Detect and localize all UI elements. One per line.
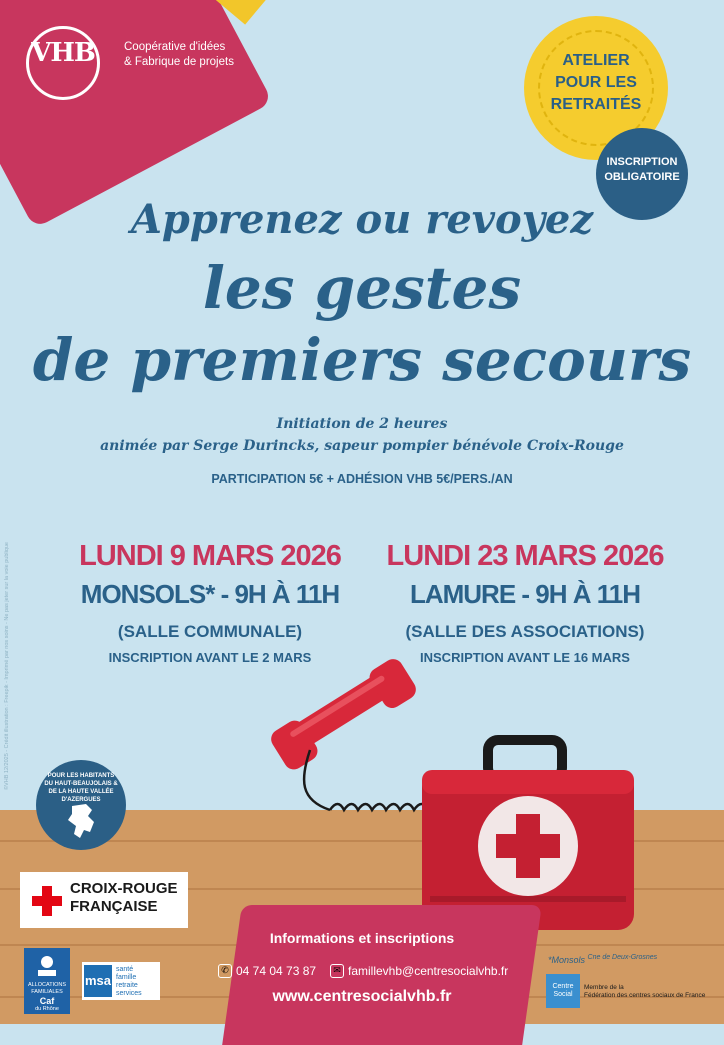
phone-and-first-aid-kit-illustration [270,640,670,940]
envelope-icon: ✉ [330,964,344,978]
email-address: famillevhb@centresocialvhb.fr [348,964,509,978]
registration-line-2: OBLIGATOIRE [604,171,680,183]
monsols-footnote [548,954,657,965]
session-date: LUNDI 9 MARS 2026 [79,540,341,572]
credit-line: ©VHB 12/2025 - Crédit illustration : Freepik - Imprimé par nos soins - Ne pas jeter sur la voie publique [4,542,10,790]
territory-line-2: DU HAUT-BEAUJOLAIS & [44,781,118,787]
workshop-line-2: POUR LES [555,74,637,91]
caf-line-1: ALLOCATIONS [27,982,67,988]
registration-badge-text [596,155,688,185]
federation-line-1: Membre de la [584,984,624,991]
price-info: PARTICIPATION 5€ + ADHÉSION VHB 5€/PERS./AN [211,472,513,486]
monsols-note: *Monsols [548,955,586,965]
phone-contact [218,962,316,980]
territory-badge-text [40,772,122,804]
msa-text [116,966,142,998]
phone-icon: ✆ [218,964,232,978]
red-cross-icon [32,886,62,916]
intro-line-2: animée par Serge Durincks, sapeur pompier bénévole Croix-Rouge [100,438,624,454]
workshop-line-1: ATELIER [562,52,630,69]
vhb-logo: VHB [31,38,95,68]
msa-line-2: famille [116,974,137,981]
session-date: LUNDI 23 MARS 2026 [386,540,664,572]
workshop-line-3: RETRAITÉS [550,96,642,113]
session-place: LAMURE - 9H À 11H [409,579,641,609]
caf-line-2: FAMILIALES [31,989,63,995]
territory-map-icon [62,802,102,842]
tagline-line-1: Coopérative d'idées [124,41,226,53]
territory-line-1: POUR LES HABITANTS [47,773,115,779]
federation-logo-text: Centre Social [552,983,574,998]
session-venue: (SALLE DES ASSOCIATIONS) [405,622,645,641]
caf-text [24,982,70,1013]
headline-line-2: les gestes [202,254,522,322]
headline-line-1: Apprenez ou revoyez [130,196,594,243]
red-cross-line-1: CROIX-ROUGE [70,880,178,897]
federation-text [584,984,705,1000]
territory-line-3: DE LA HAUTE VALLÉE D'AZERGUES [48,789,114,803]
phone-number: 04 74 04 73 87 [236,964,317,978]
telephone-handset-icon [270,655,420,773]
red-cross-name [70,880,178,916]
red-cross-line-2: FRANÇAISE [70,898,158,915]
info-title: Informations et inscriptions [269,930,455,946]
caf-emblem-icon [34,954,60,978]
website-link[interactable]: www.centresocialvhb.fr [272,988,452,1005]
intro-line-1: Initiation de 2 heures [276,416,448,432]
msa-line-3: retraite [116,982,138,989]
session-deadline: INSCRIPTION AVANT LE 16 MARS [420,650,630,665]
monsols-commune: Cne de Deux-Grosnes [587,954,658,961]
tagline-line-2: & Fabrique de projets [124,56,234,68]
session-deadline: INSCRIPTION AVANT LE 2 MARS [108,650,312,665]
tagline [124,40,234,70]
msa-line-4: services [116,990,142,997]
msa-line-1: santé [116,966,134,973]
caf-line-4: du Rhône [35,1006,59,1012]
caf-line-3: Caf [39,996,55,1006]
federation-logo [546,974,580,1008]
headline-line-3: de premiers secours [32,326,692,394]
session-place: MONSOLS* - 9H À 11H [80,579,340,609]
federation-line-2: Fédération des centres sociaux de France [584,992,706,999]
msa-mark: msa [84,965,112,997]
session-venue: (SALLE COMMUNALE) [117,622,303,641]
registration-line-1: INSCRIPTION [606,156,678,168]
workshop-badge-text [540,50,652,116]
email-contact [330,962,508,980]
